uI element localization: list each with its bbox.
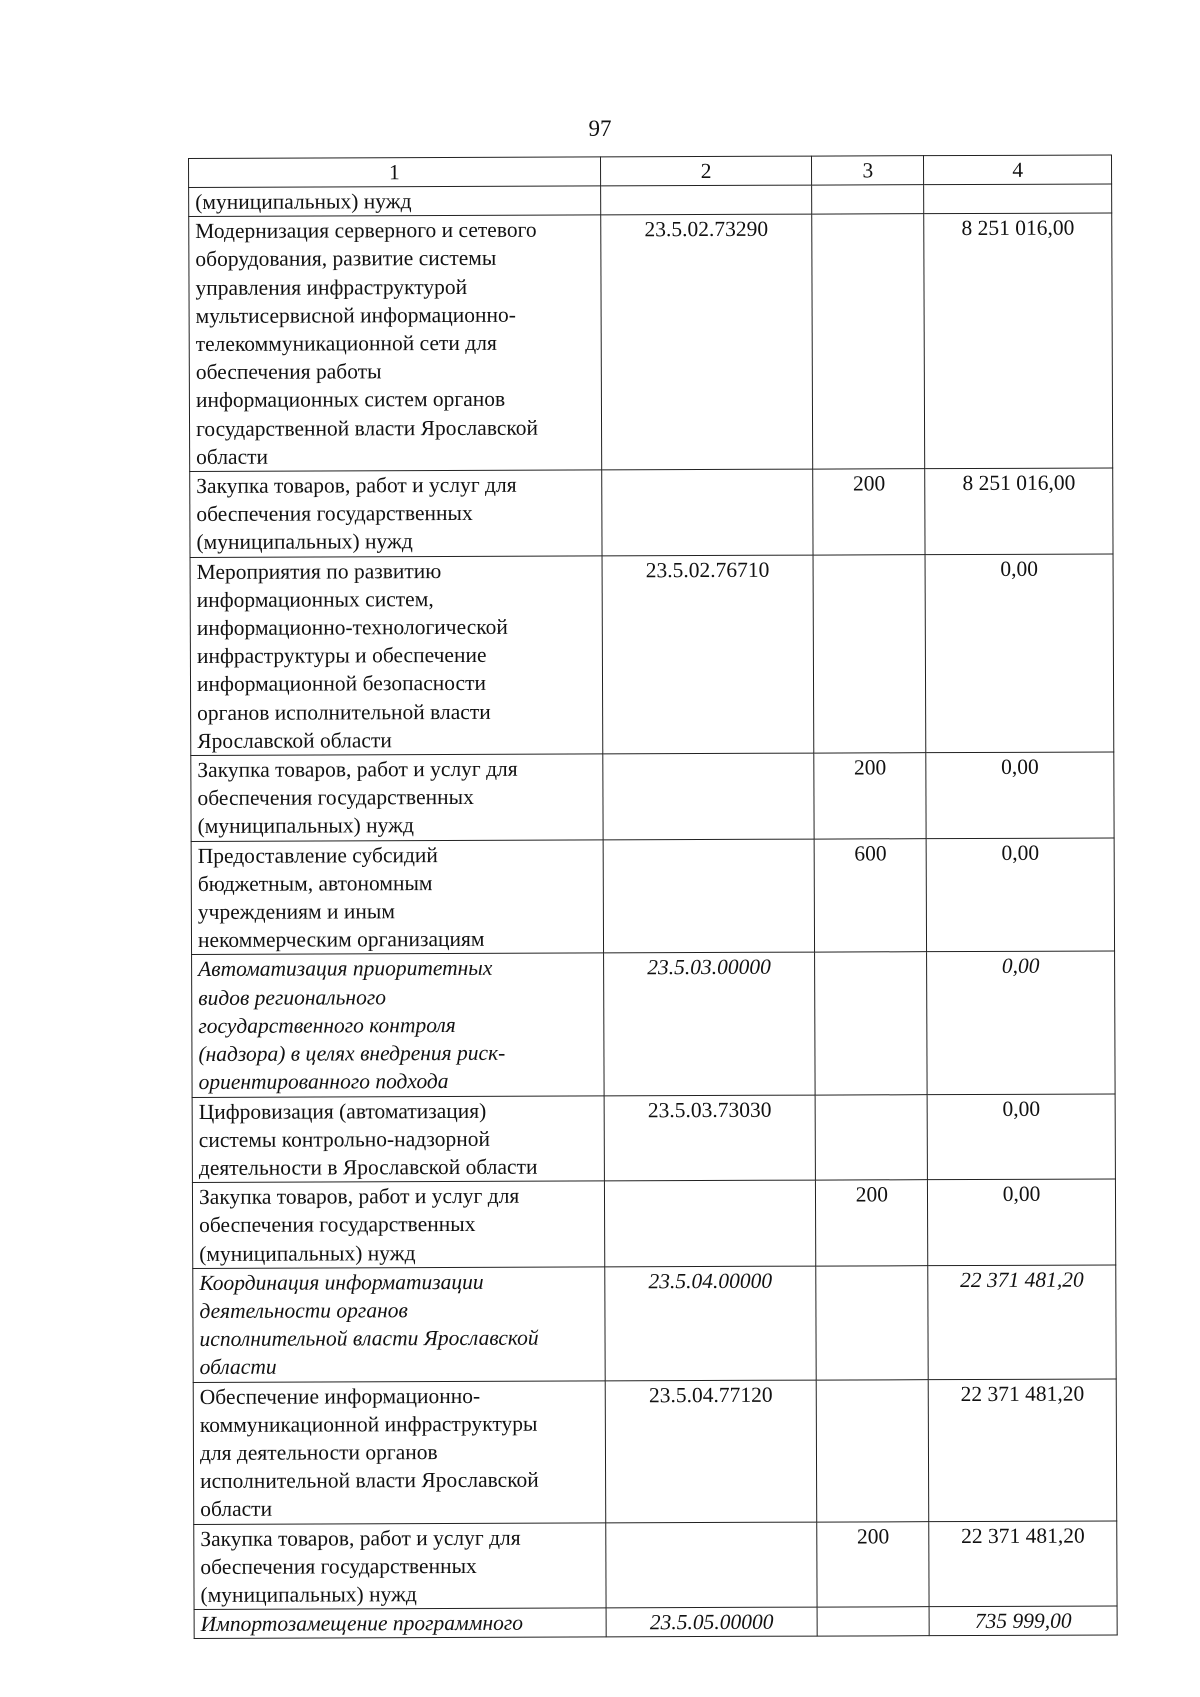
table-row	[189, 184, 1112, 217]
amount-cell: 0,00	[927, 951, 1115, 1094]
name-cell: Модернизация серверного и сетевого оборудования, развитие системы управления инфраструктурой мультисервисной информационно- телекоммуникационной сети для обеспечения работы информационных систем органов государственной власти Ярославской области	[189, 215, 602, 471]
expense-type-cell: 200	[813, 469, 925, 555]
header-row	[189, 155, 1112, 188]
name-cell: Мероприятия по развитию информационных систем, информационно-технологической инфраструктуры и обеспечение информационной безопасности органов исполнительной власти Ярославской области	[190, 556, 602, 756]
table-row	[191, 752, 1114, 841]
table-row	[191, 838, 1114, 955]
page-number: 97	[588, 116, 612, 141]
table-row	[193, 1378, 1117, 1524]
table-row	[190, 554, 1114, 756]
amount-cell	[924, 184, 1112, 214]
column-header-1: 1	[189, 157, 601, 188]
amount-cell: 0,00	[925, 554, 1114, 753]
code-cell	[600, 185, 812, 215]
expense-type-cell: 200	[816, 1180, 928, 1266]
expense-type-cell	[817, 1607, 929, 1637]
code-cell: 23.5.04.00000	[604, 1266, 816, 1381]
name-cell: Закупка товаров, работ и услуг для обеспечения государственных (муниципальных) нужд	[191, 754, 603, 841]
amount-cell: 0,00	[928, 1179, 1116, 1265]
column-header-4: 4	[924, 155, 1112, 185]
code-cell: 23.5.04.77120	[605, 1380, 817, 1523]
code-cell	[604, 1180, 816, 1266]
amount-cell: 735 999,00	[929, 1606, 1117, 1636]
column-header-2: 2	[600, 156, 812, 186]
name-cell: Обеспечение информационно- коммуникационной инфраструктуры для деятельности органов исполнительной власти Ярославской области	[193, 1380, 605, 1524]
expense-type-cell	[813, 554, 926, 753]
name-cell: Предоставление субсидий бюджетным, автономным учреждениям и иным некоммерческим организациям	[191, 840, 603, 955]
code-cell: 23.5.03.00000	[603, 953, 815, 1096]
code-cell	[602, 753, 814, 839]
code-cell: 23.5.02.76710	[602, 555, 815, 754]
expense-type-cell	[812, 185, 924, 215]
budget-table	[188, 154, 1118, 1639]
table-row	[194, 1520, 1117, 1609]
amount-cell: 8 251 016,00	[925, 468, 1113, 554]
amount-cell: 22 371 481,20	[928, 1378, 1116, 1521]
expense-type-cell: 200	[814, 753, 926, 839]
amount-cell: 22 371 481,20	[929, 1520, 1117, 1606]
code-cell: 23.5.05.00000	[606, 1607, 818, 1637]
name-cell: Координация информатизации деятельности органов исполнительной власти Ярославской области	[193, 1267, 605, 1382]
amount-cell: 0,00	[926, 752, 1114, 838]
amount-cell: 22 371 481,20	[928, 1265, 1116, 1380]
expense-type-cell	[812, 214, 925, 469]
amount-cell: 0,00	[927, 1093, 1115, 1179]
expense-type-cell	[817, 1379, 929, 1521]
name-cell: Цифровизация (автоматизация) системы контрольно-надзорной деятельности в Ярославской области	[192, 1095, 604, 1182]
table-row	[193, 1265, 1116, 1382]
code-cell	[603, 839, 815, 954]
name-cell: Закупка товаров, работ и услуг для обеспечения государственных (муниципальных) нужд	[194, 1522, 606, 1609]
table-row	[194, 1606, 1117, 1639]
column-header-3: 3	[812, 156, 924, 185]
code-cell: 23.5.02.73290	[600, 214, 813, 470]
name-cell: (муниципальных) нужд	[189, 186, 601, 217]
table-row	[189, 213, 1113, 471]
name-cell: Автоматизация приоритетных видов регионального государственного контроля (надзора) в целях внедрения риск- ориентированного подхода	[192, 953, 604, 1097]
table-row	[192, 951, 1116, 1097]
code-cell	[605, 1522, 817, 1608]
expense-type-cell: 600	[815, 838, 927, 952]
table-row	[192, 1179, 1115, 1268]
table-row	[192, 1093, 1115, 1182]
table-row	[190, 468, 1113, 557]
expense-type-cell	[815, 1094, 927, 1180]
code-cell: 23.5.03.73030	[604, 1095, 816, 1181]
amount-cell: 8 251 016,00	[924, 213, 1113, 469]
expense-type-cell	[816, 1265, 928, 1379]
expense-type-cell: 200	[817, 1521, 929, 1607]
name-cell: Импортозамещение программного	[194, 1608, 606, 1639]
code-cell	[601, 469, 813, 555]
name-cell: Закупка товаров, работ и услуг для обеспечения государственных (муниципальных) нужд	[192, 1181, 604, 1268]
amount-cell: 0,00	[926, 838, 1114, 953]
expense-type-cell	[815, 952, 927, 1094]
name-cell: Закупка товаров, работ и услуг для обеспечения государственных (муниципальных) нужд	[190, 470, 602, 557]
